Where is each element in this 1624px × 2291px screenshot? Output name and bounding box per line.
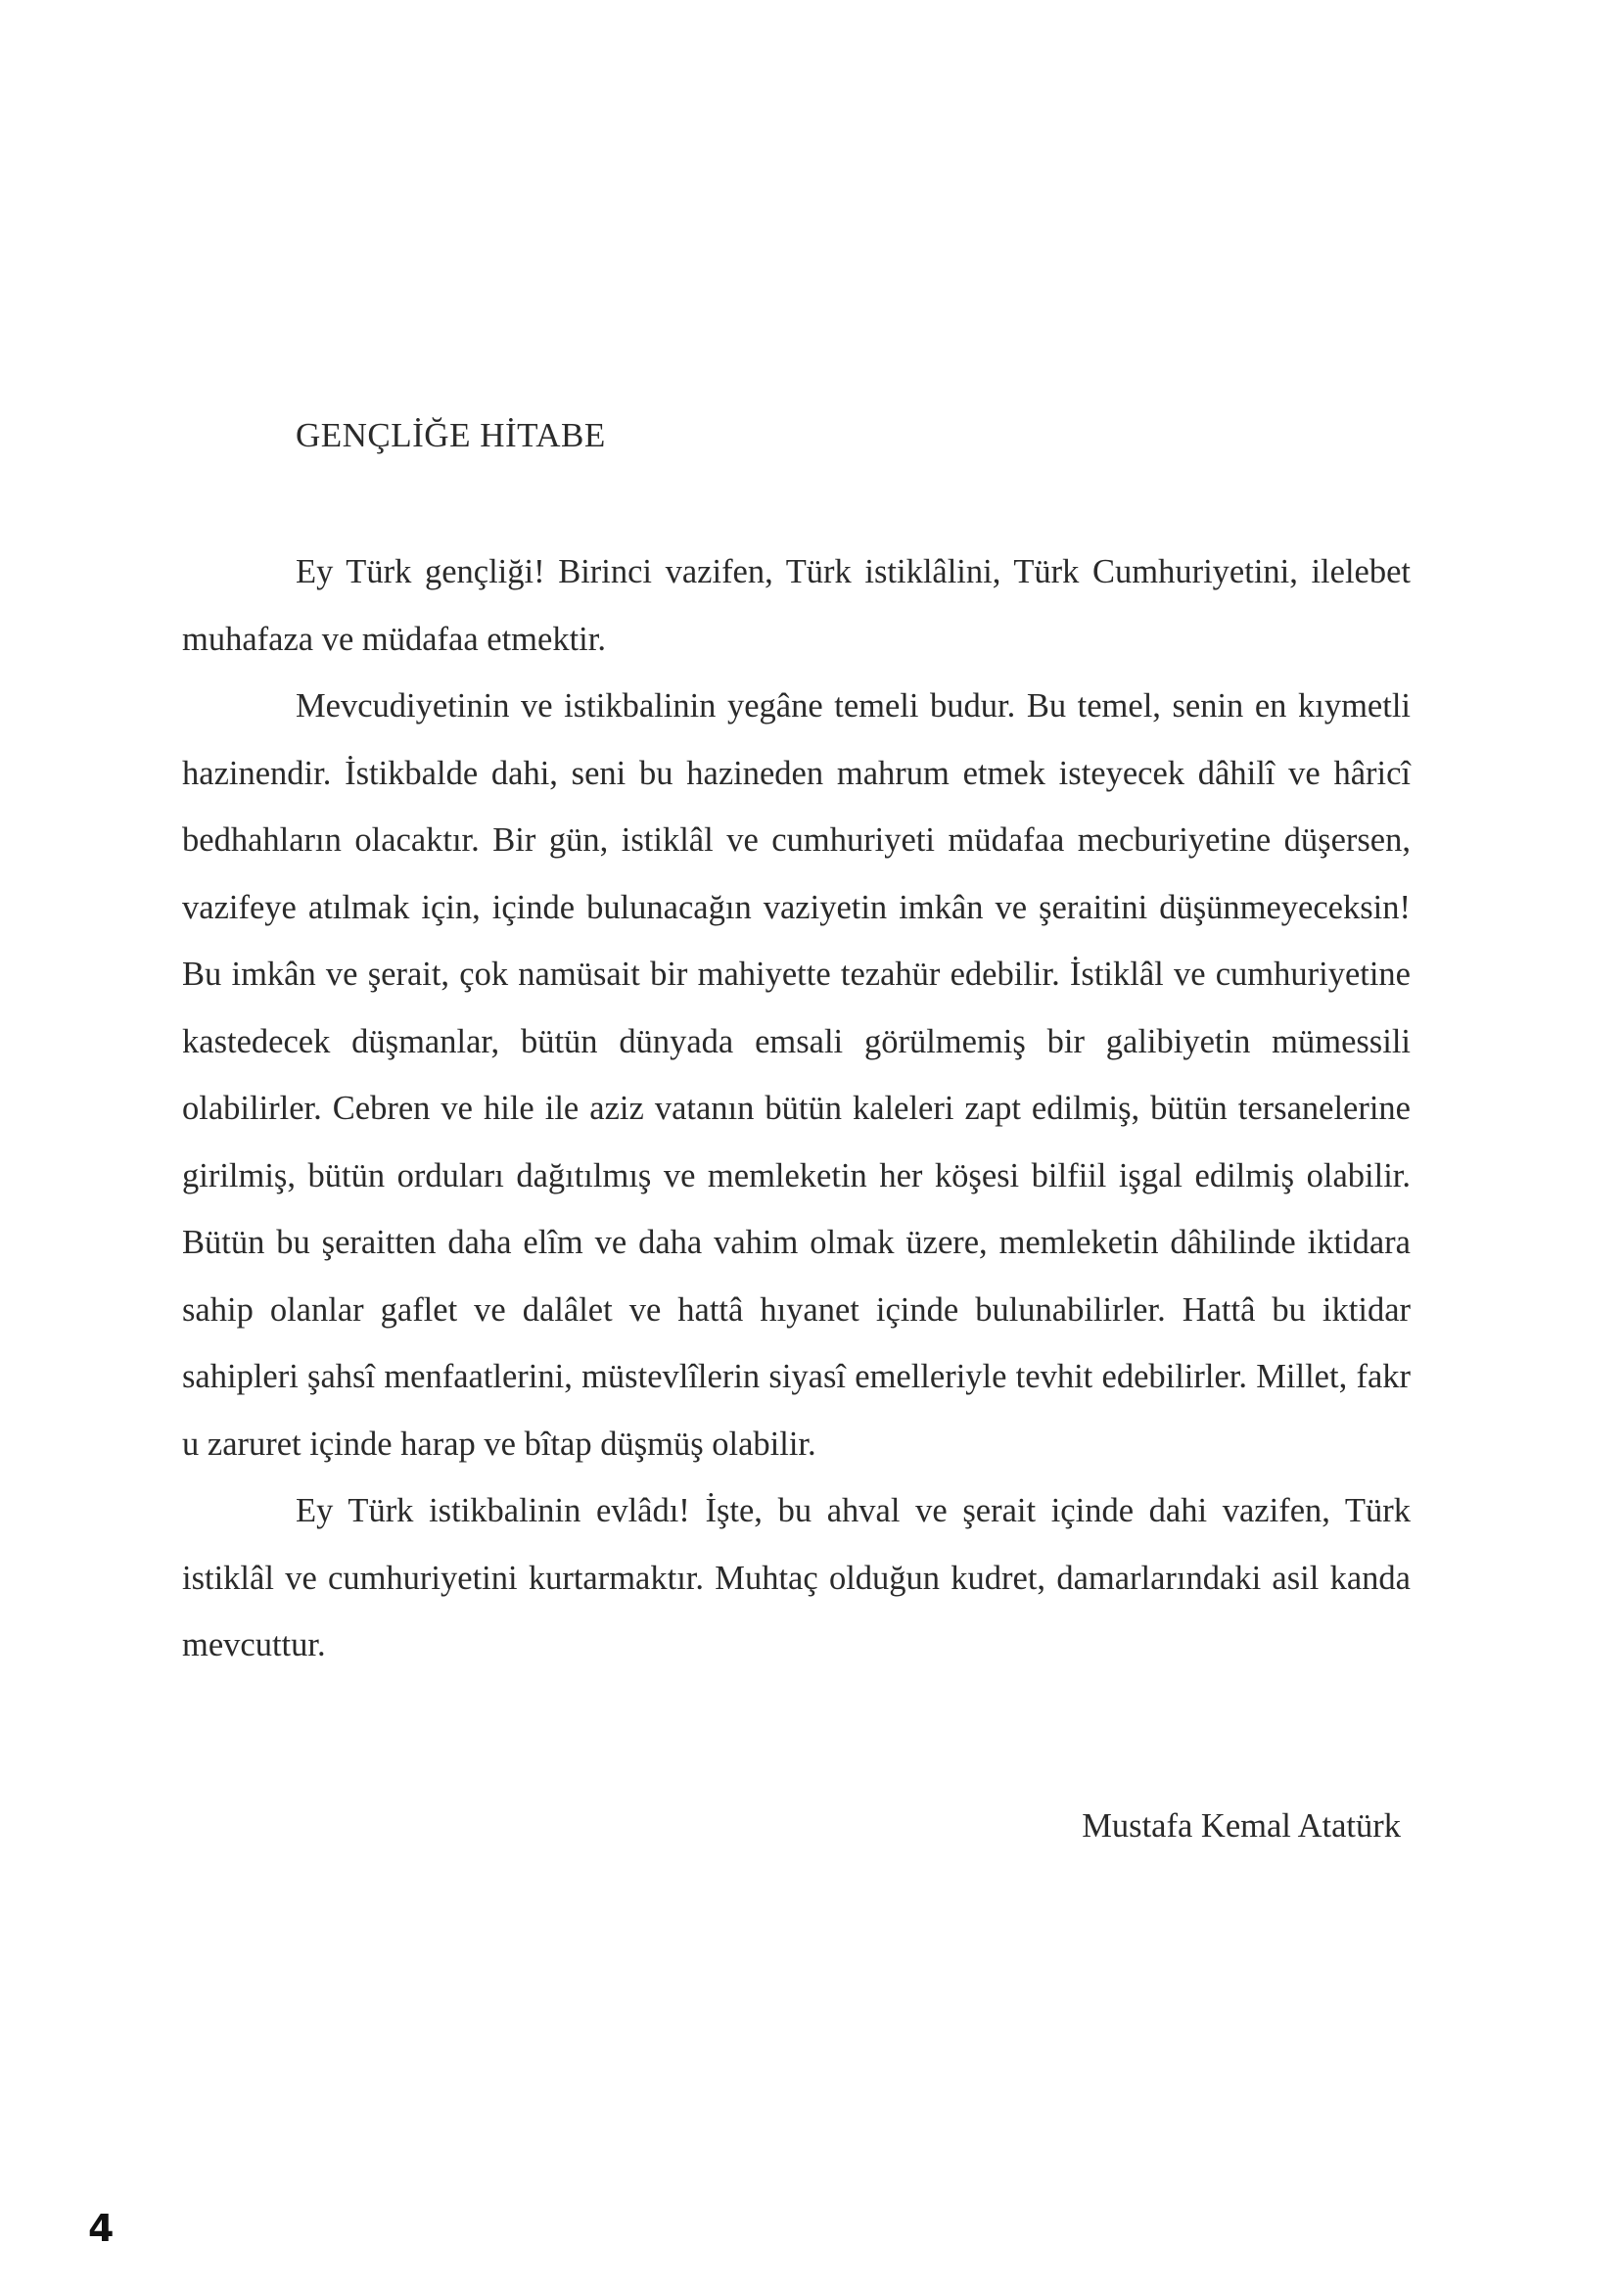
page-number: 4 [88, 2207, 115, 2250]
page-title: GENÇLİĞE HİTABE [296, 416, 606, 454]
paragraph-2: Mevcudiyetinin ve istikbalinin yegâne temeli budur. Bu temel, senin en kıymetli hazinendir. İstikbalde dahi, seni bu hazineden mahrum etmek isteyecek dâhilî ve hâricî bedhahların olacaktır. Bir gün, istiklâl ve cumhuriyeti müdafaa mecburiyetine düşersen, vazifeye atılmak için, içinde bulunacağın vaziyetin imkân ve şeraitini düşünmeyeceksin! Bu imkân ve şerait, çok namüsait bir mahiyette tezahür edebilir. İstiklâl ve cumhuriyetine kastedecek düşmanlar, bütün dünyada emsali görülmemiş bir galibiyetin mümessili olabilirler. Cebren ve hile ile aziz vatanın bütün kaleleri zapt edilmiş, bütün tersanelerine girilmiş, bütün orduları dağıtılmış ve memleketin her köşesi bilfiil işgal edilmiş olabilir. Bütün bu şeraitten daha elîm ve daha vahim olmak üzere, memleketin dâhilinde iktidara sahip olanlar gaflet ve dalâlet ve hattâ hıyanet içinde bulunabilirler. Hattâ bu iktidar sahipleri şahsî menfaatlerini, müstevlîlerin siyasî emelleriyle tevhit edebilirler. Millet, fakr u zaruret içinde harap ve bîtap düşmüş olabilir. [182, 687, 1411, 1463]
speech-body [182, 538, 1411, 1679]
paragraph-3: Ey Türk istikbalinin evlâdı! İşte, bu ahval ve şerait içinde dahi vazifen, Türk istiklâl ve cumhuriyetini kurtarmaktır. Muhtaç olduğun kudret, damarlarındaki asil kanda mevcuttur. [182, 1492, 1411, 1663]
author-signature: Mustafa Kemal Atatürk [1082, 1807, 1401, 1845]
paragraph-1: Ey Türk gençliği! Birinci vazifen, Türk istiklâlini, Türk Cumhuriyetini, ilelebet muhafaza ve müdafaa etmektir. [182, 553, 1411, 658]
